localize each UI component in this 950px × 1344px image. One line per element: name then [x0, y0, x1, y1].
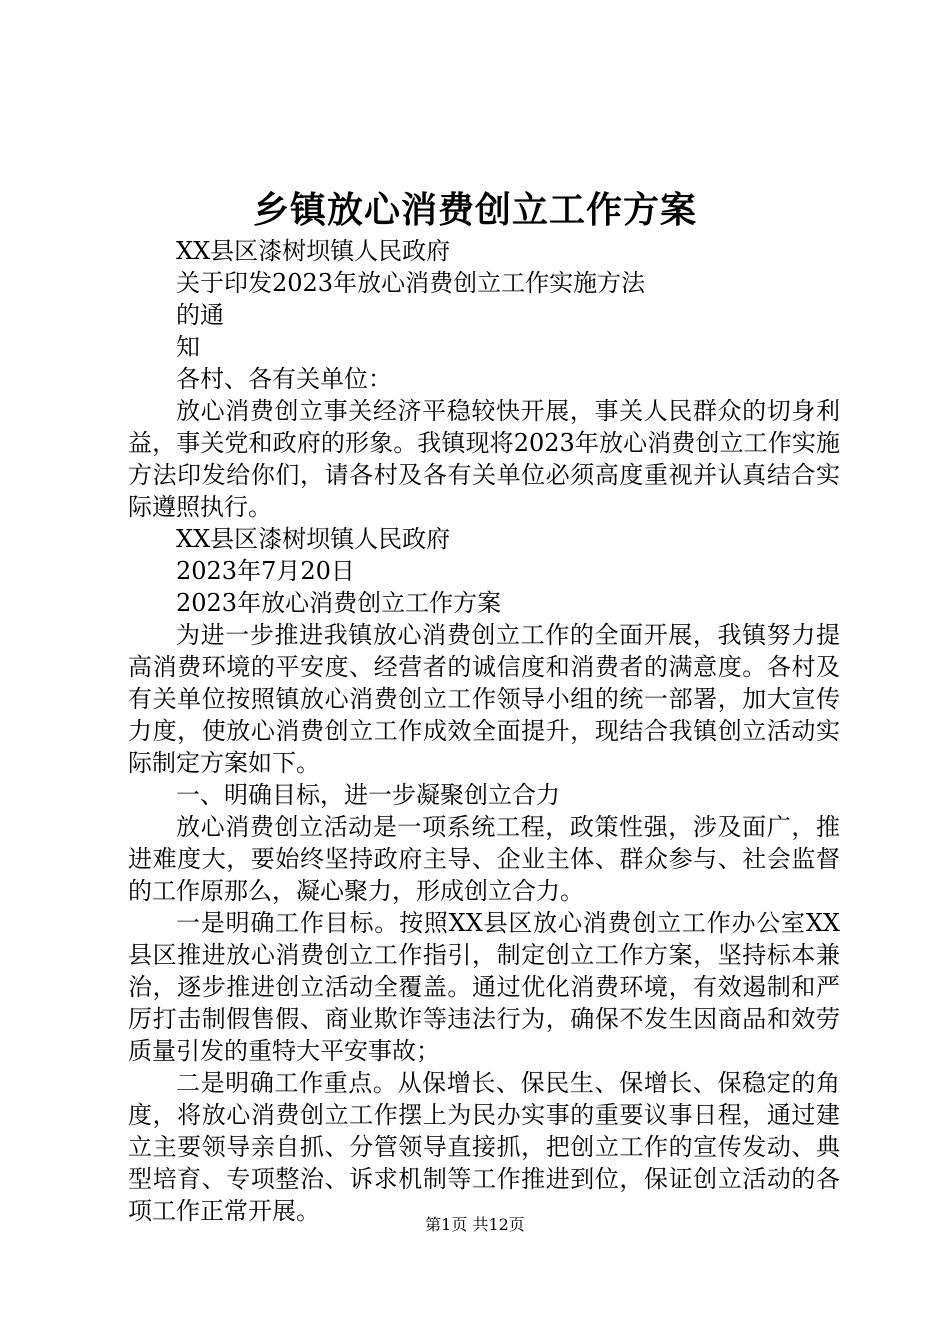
paragraph-intro: 放心消费创立事关经济平稳较快开展，事关人民群众的切身利益，事关党和政府的形象。我镇现将2023年放心消费创立工作实施方法印发给你们，请各村及各有关单位必须高度重视并认真结合实际遵照执行。 [128, 397, 840, 521]
signature-date: 2023年7月20日 [176, 557, 355, 585]
section-heading-1: 一、明确目标，进一步凝聚创立合力 [176, 781, 560, 809]
paragraph-plan-intro: 为进一步推进我镇放心消费创立工作的全面开展，我镇努力提高消费环境的平安度、经营者的诚信度和消费者的满意度。各村及有关单位按照镇放心消费创立工作领导小组的统一部署，加大宣传力度，使放心消费创立工作成效全面提升，现结合我镇创立活动实际制定方案如下。 [128, 621, 840, 777]
issuer-line: XX县区漆树坝镇人民政府 [176, 237, 451, 265]
notice-subject-continuation: 的通 [176, 301, 224, 329]
signature-issuer: XX县区漆树坝镇人民政府 [176, 525, 451, 553]
paragraph-goal: 一是明确工作目标。按照XX县区放心消费创立工作办公室XX县区推进放心消费创立工作指引，制定创立工作方案，坚持标本兼治，逐步推进创立活动全覆盖。通过优化消费环境，有效遏制和严厉打击制假售假、商业欺诈等违法行为，确保不发生因商品和效劳质量引发的重特大平安事故； [128, 909, 840, 1065]
notice-subject-line: 关于印发2023年放心消费创立工作实施方法 [176, 269, 646, 297]
paragraph-focus: 二是明确工作重点。从保增长、保民生、保增长、保稳定的角度，将放心消费创立工作摆上为民办实事的重要议事日程，通过建立主要领导亲自抓、分管领导直接抓，把创立工作的宣传发动、典型培育、专项整治、诉求机制等工作推进到位，保证创立活动的各项工作正常开展。 [128, 1069, 840, 1225]
document-title: 乡镇放心消费创立工作方案 [252, 189, 697, 231]
paragraph-section-1: 放心消费创立活动是一项系统工程，政策性强，涉及面广，推进难度大，要始终坚持政府主导、企业主体、群众参与、社会监督的工作原那么，凝心聚力，形成创立合力。 [128, 813, 840, 905]
document-body [128, 235, 840, 1227]
addressee-line: 各村、各有关单位： [176, 365, 392, 393]
plan-title: 2023年放心消费创立工作方案 [176, 589, 502, 617]
page-footer: 第1页 共12页 [425, 1215, 525, 1234]
notice-subject-end: 知 [176, 333, 200, 361]
